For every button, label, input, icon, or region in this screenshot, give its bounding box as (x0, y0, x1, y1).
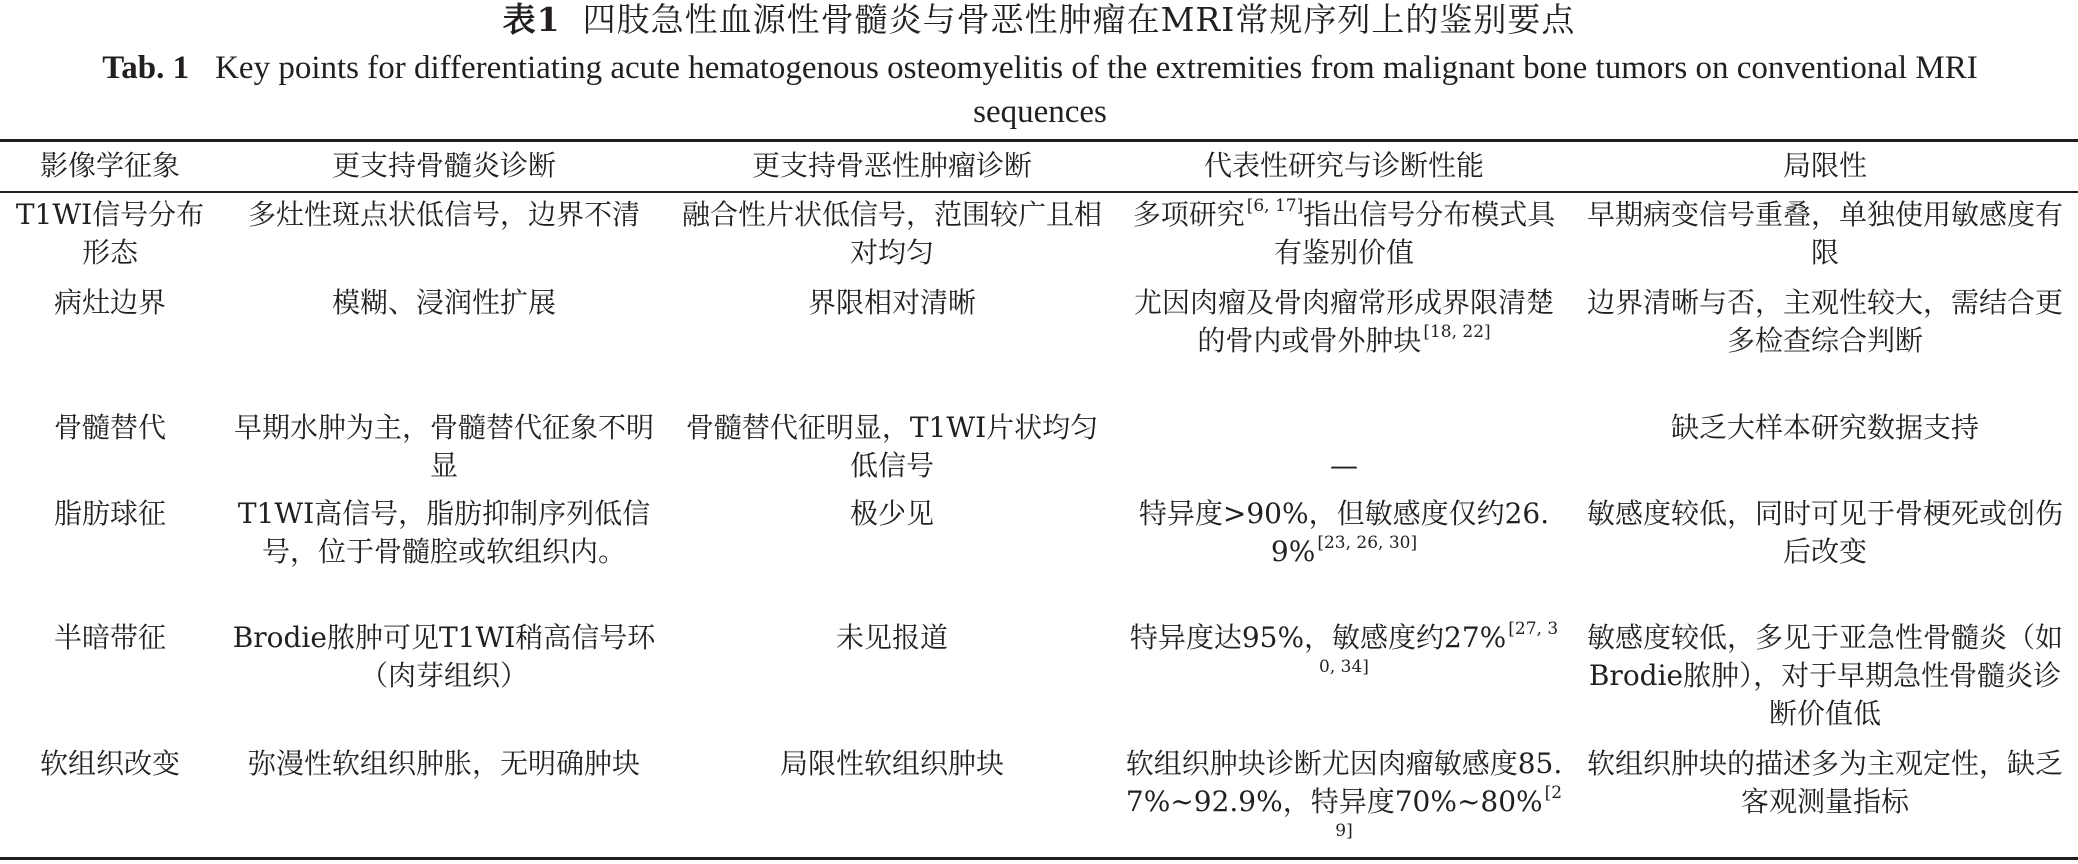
comparison-table (0, 141, 2078, 864)
cell-study (1116, 614, 1572, 740)
cell-sign: 病灶边界 (53, 286, 166, 319)
cell-study (1116, 490, 1572, 614)
table-row (0, 740, 2078, 864)
header-tumor: 更支持骨恶性肿瘤诊断 (751, 149, 1032, 182)
table-label-en: Tab. 1 (102, 50, 190, 86)
cell-limitation: 敏感度较低，多见于亚急性骨髓炎（如Brodie脓肿），对于早期急性骨髓炎诊断价值低 (1586, 621, 2063, 730)
table-row (0, 191, 2078, 279)
citation-ref: [23, 26, 30] (1317, 533, 1418, 553)
table-row (0, 490, 2078, 614)
cell-limitation: 早期病变信号重叠，单独使用敏感度有限 (1586, 198, 2063, 269)
table-header-row (0, 141, 2078, 191)
cell-limitation: 边界清晰与否，主观性较大，需结合更多检查综合判断 (1586, 286, 2063, 357)
cell-sign: T1WI信号分布形态 (15, 198, 205, 269)
cell-tumor: 未见报道 (835, 621, 948, 654)
table-title-cn-text: 四肢急性血源性骨髓炎与骨恶性肿瘤在MRI常规序列上的鉴别要点 (582, 0, 1576, 39)
table-label-cn: 表1 (502, 0, 561, 39)
header-osteomyelitis: 更支持骨髓炎诊断 (331, 149, 556, 182)
table-row (0, 614, 2078, 740)
study-text: 特异度达95%，敏感度约27% (1129, 621, 1507, 654)
cell-tumor: 局限性软组织肿块 (779, 747, 1004, 780)
cell-study: — (1330, 449, 1358, 482)
table-title-en-text: Key points for differentiating acute hematogenous osteomyelitis of the extremities from malignant bone tumors on conventional MRI sequences (215, 50, 1978, 130)
cell-osteomyelitis: 多灶性斑点状低信号，边界不清 (247, 198, 640, 231)
citation-ref: [18, 22] (1423, 322, 1491, 342)
study-text-cont: 指出信号分布模式具有鉴别价值 (1273, 198, 1556, 269)
table-row (0, 404, 2078, 490)
cell-limitation: 缺乏大样本研究数据支持 (1670, 411, 1979, 444)
cell-sign: 软组织改变 (39, 747, 180, 780)
header-imaging-sign: 影像学征象 (39, 149, 180, 182)
cell-study (1116, 740, 1572, 864)
citation-ref: [27, 30, 34] (1319, 619, 1559, 677)
table-title-en (90, 46, 1990, 134)
cell-tumor: 界限相对清晰 (807, 286, 976, 319)
header-study: 代表性研究与诊断性能 (1203, 149, 1484, 182)
table-title-cn (0, 0, 2078, 40)
cell-sign: 半暗带征 (53, 621, 166, 654)
cell-study (1116, 191, 1572, 279)
cell-tumor: 骨髓替代征明显，T1WI片状均匀低信号 (685, 411, 1099, 482)
cell-osteomyelitis: 弥漫性软组织肿胀，无明确肿块 (247, 747, 640, 780)
study-text: 多项研究 (1132, 198, 1245, 231)
cell-limitation: 敏感度较低，同时可见于骨梗死或创伤后改变 (1586, 497, 2063, 568)
cell-sign: 骨髓替代 (53, 411, 166, 444)
table-row (0, 279, 2078, 404)
citation-ref: [29] (1335, 783, 1563, 841)
cell-osteomyelitis: Brodie脓肿可见T1WI稍高信号环（肉芽组织） (232, 621, 656, 692)
cell-osteomyelitis: T1WI高信号，脂肪抑制序列低信号，位于骨髓腔或软组织内。 (237, 497, 651, 568)
cell-study (1116, 279, 1572, 404)
study-text: 尤因肉瘤及骨肉瘤常形成界限清楚的骨内或骨外肿块 (1133, 286, 1554, 357)
study-text: 特异度>90%，但敏感度仅约26.9% (1138, 497, 1550, 568)
cell-limitation: 软组织肿块的描述多为主观定性，缺乏客观测量指标 (1586, 747, 2063, 818)
study-text: 软组织肿块诊断尤因肉瘤敏感度85.7%~92.9%，特异度70%~80% (1125, 747, 1563, 818)
cell-tumor: 极少见 (849, 497, 934, 530)
cell-osteomyelitis: 早期水肿为主，骨髓替代征象不明显 (233, 411, 654, 482)
cell-tumor: 融合性片状低信号，范围较广且相对均匀 (681, 198, 1102, 269)
cell-sign: 脂肪球征 (53, 497, 166, 530)
citation-ref: [6, 17] (1246, 196, 1304, 216)
cell-osteomyelitis: 模糊、浸润性扩展 (331, 286, 556, 319)
header-limitation: 局限性 (1782, 149, 1867, 182)
